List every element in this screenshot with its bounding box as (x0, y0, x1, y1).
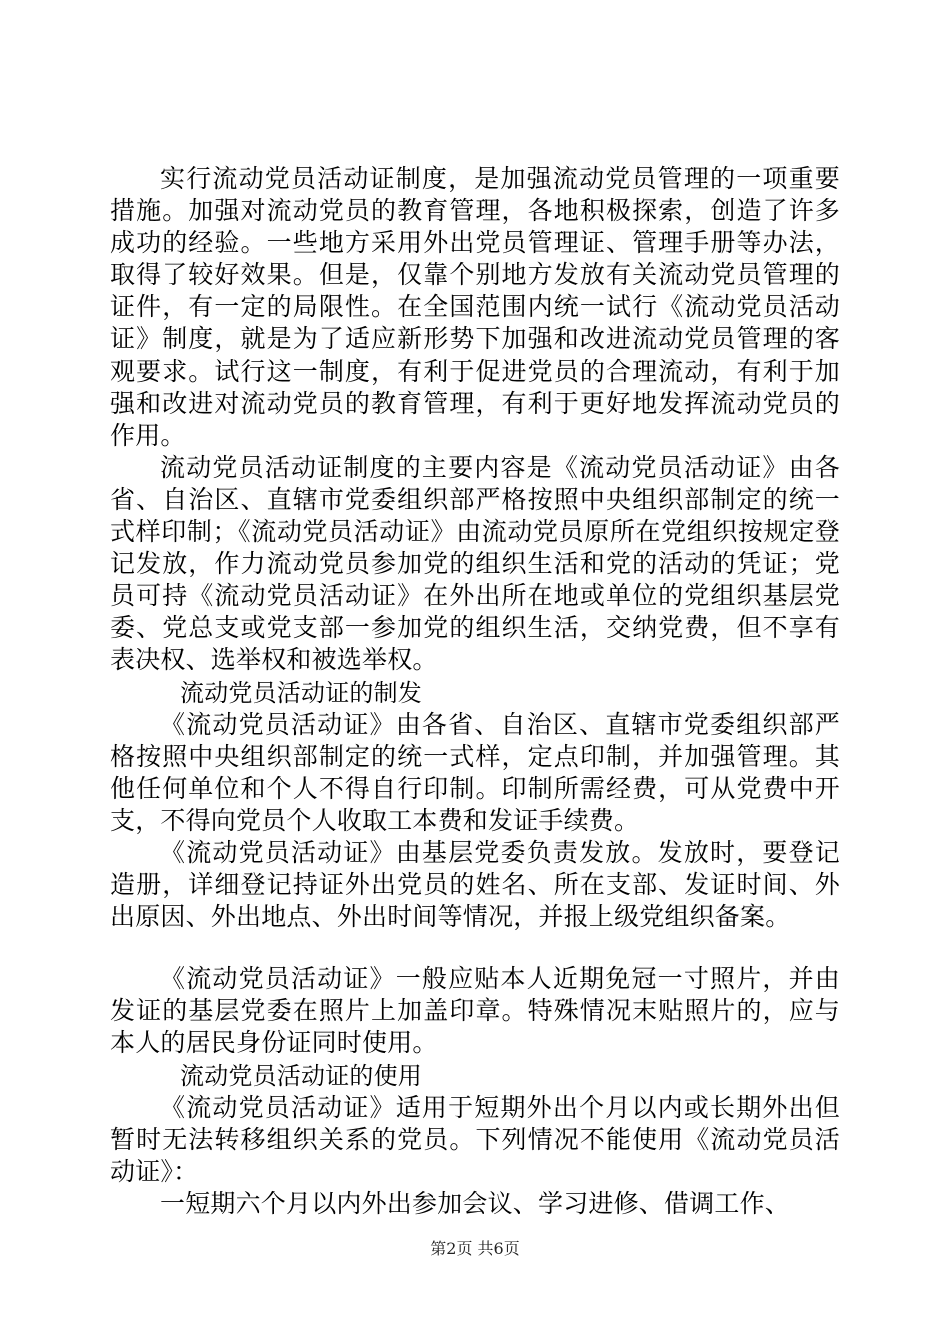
section-heading-usage: 流动党员活动证的使用 (180, 1061, 422, 1090)
section-heading-issuance: 流动党员活动证的制发 (180, 678, 422, 707)
document-body (110, 163, 840, 1220)
paragraph-distribution: 《流动党员活动证》由基层党委负责发放。发放时，要登记造册，详细登记持证外出党员的姓名、所在支部、发证时间、外出原因、外出地点、外出时间等情况，并报上级党组织备案。 (110, 837, 840, 932)
paragraph-scope: 《流动党员活动证》适用于短期外出个月以内或长期外出但暂时无法转移组织关系的党员。下列情况不能使用《流动党员活动证》： (110, 1092, 840, 1186)
page-number-footer: 第2页 共6页 (430, 1239, 520, 1258)
paragraph-photo: 《流动党员活动证》一般应贴本人近期免冠一寸照片，并由发证的基层党委在照片上加盖印章。特殊情况末贴照片的，应与本人的居民身份证同时使用。 (110, 964, 840, 1058)
paragraph-main-content: 流动党员活动证制度的主要内容是《流动党员活动证》由各省、自治区、直辖市党委组织部严格按照中央组织部制定的统一式样印制；《流动党员活动证》由流动党员原所在党组织按规定登记发放，作力流动党员参加党的组织生活和党的活动的凭证；党员可持《流动党员活动证》在外出所在地或单位的党组织基层党委、党总支或党支部一参加党的组织生活，交纳党费，但不享有表决权、选举权和被选举权。 (110, 452, 840, 675)
paragraph-printing: 《流动党员活动证》由各省、自治区、直辖市党委组织部严格按照中央组织部制定的统一式样，定点印制，并加强管理。其他任何单位和个人不得自行印制。印制所需经费，可从党费中开支，不得向党员个人收取工本费和发证手续费。 (110, 709, 840, 835)
blank-line (110, 933, 840, 963)
paragraph-intro: 实行流动党员活动证制度，是加强流动党员管理的一项重要措施。加强对流动党员的教育管理，各地积极探索，创造了许多成功的经验。一些地方采用外出党员管理证、管理手册等办法，取得了较好效果。但是，仅靠个别地方发放有关流动党员管理的证件，有一定的局限性。在全国范围内统一试行《流动党员活动证》制度，就是为了适应新形势下加强和改进流动党员管理的客观要求。试行这一制度，有利于促进党员的合理流动，有利于加强和改进对流动党员的教育管理，有利于更好地发挥流动党员的作用。 (110, 164, 840, 450)
paragraph-exception: 一短期六个月以内外出参加会议、学习进修、借调工作、 (160, 1188, 791, 1218)
